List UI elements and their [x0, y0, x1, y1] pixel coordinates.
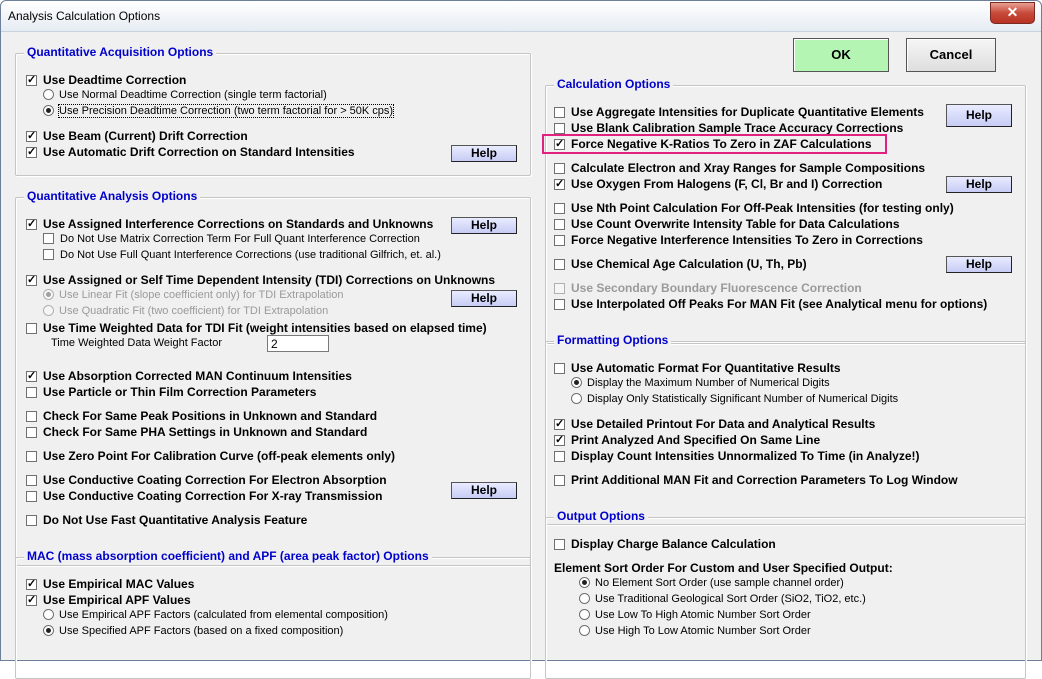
same-peak-checkbox[interactable]: Check For Same Peak Positions in Unknown and Standard [26, 409, 377, 423]
group-title: Calculation Options [554, 77, 673, 91]
charge-balance-checkbox[interactable]: Display Charge Balance Calculation [554, 537, 776, 551]
checkbox-box[interactable] [554, 163, 565, 174]
checkbox-box[interactable] [26, 579, 37, 590]
group-title: Quantitative Analysis Options [24, 189, 200, 203]
ok-button[interactable]: OK [793, 38, 889, 72]
beam-drift-checkbox[interactable]: ✓Use Beam (Current) Drift Correction [26, 129, 248, 143]
group-title: Quantitative Acquisition Options [24, 45, 216, 59]
calculation-group [545, 77, 1026, 344]
acq-help-button[interactable]: Help [451, 145, 517, 162]
checkbox-box[interactable] [554, 539, 565, 550]
radio-circle[interactable] [43, 305, 54, 316]
tdi-help-button[interactable]: Help [451, 290, 517, 307]
checkbox-box[interactable] [26, 451, 37, 462]
secondary-fluorescence-checkbox[interactable]: Use Secondary Boundary Fluorescence Correction [554, 281, 862, 295]
auto-format-checkbox[interactable]: Use Automatic Format For Quantitative Results [554, 361, 841, 375]
analyzed-specified-checkbox[interactable]: ✓Print Analyzed And Specified On Same Line [554, 433, 820, 447]
radio-circle[interactable] [579, 609, 590, 620]
radio-circle[interactable] [43, 625, 54, 636]
checkbox-box[interactable] [554, 107, 565, 118]
checkbox-box[interactable] [554, 283, 565, 294]
nth-point-checkbox[interactable]: Use Nth Point Calculation For Off-Peak Intensities (for testing only) [554, 201, 954, 215]
checkbox-box[interactable] [554, 363, 565, 374]
close-button[interactable]: ✕ [990, 2, 1035, 24]
checkbox-box[interactable] [26, 131, 37, 142]
force-negative-k-checkbox[interactable]: ✓Force Negative K-Ratios To Zero in ZAF Calculations [554, 137, 872, 151]
quadratic-fit-radio[interactable]: Use Quadratic Fit (two coefficient) for TDI Extrapolation [43, 305, 328, 319]
checkbox-box[interactable] [26, 411, 37, 422]
radio-circle[interactable] [43, 89, 54, 100]
group-title: Formatting Options [554, 333, 671, 347]
particle-checkbox[interactable]: Use Particle or Thin Film Correction Parameters [26, 385, 316, 399]
coating-electron-checkbox[interactable]: Use Conductive Coating Correction For Electron Absorption [26, 473, 387, 487]
checkbox-box[interactable] [554, 451, 565, 462]
checkbox-box[interactable] [554, 419, 565, 430]
checkbox-box[interactable] [43, 249, 54, 260]
blank-calibration-checkbox[interactable]: Use Blank Calibration Sample Trace Accuracy Corrections [554, 121, 903, 135]
same-pha-checkbox[interactable]: Check For Same PHA Settings in Unknown and Standard [26, 425, 367, 439]
radio-circle[interactable] [43, 609, 54, 620]
tdi-checkbox[interactable]: ✓Use Assigned or Self Time Dependent Intensity (TDI) Corrections on Unknowns [26, 273, 495, 287]
checkbox-box[interactable] [26, 515, 37, 526]
no-matrix-term-checkbox[interactable]: Do Not Use Matrix Correction Term For Full Quant Interference Correction [43, 233, 420, 247]
formatting-group [545, 333, 1026, 525]
checkbox-box[interactable] [26, 219, 37, 230]
no-full-quant-checkbox[interactable]: Do Not Use Full Quant Interference Corrections (use traditional Gilfrich, et. al.) [43, 249, 441, 263]
cancel-button[interactable]: Cancel [906, 38, 996, 72]
normal-deadtime-radio[interactable]: Use Normal Deadtime Correction (single term factorial) [43, 89, 327, 103]
checkbox-box[interactable] [43, 233, 54, 244]
time-weighted-checkbox[interactable]: Use Time Weighted Data for TDI Fit (weight intensities based on elapsed time) [26, 321, 487, 335]
linear-fit-radio[interactable]: Use Linear Fit (slope coefficient only) for TDI Extrapolation [43, 289, 344, 303]
electron-ranges-checkbox[interactable]: Calculate Electron and Xray Ranges for Sample Compositions [554, 161, 925, 175]
aggregate-checkbox[interactable]: Use Aggregate Intensities for Duplicate Quantitative Elements [554, 105, 924, 119]
significant-digits-radio[interactable]: Display Only Statistically Significant Number of Numerical Digits [571, 393, 898, 407]
checkbox-box[interactable] [26, 387, 37, 398]
checkbox-box[interactable] [554, 235, 565, 246]
sort-geological-radio[interactable]: Use Traditional Geological Sort Order (SiO2, TiO2, etc.) [579, 593, 866, 607]
force-negative-interference-checkbox[interactable]: Force Negative Interference Intensities To Zero in Corrections [554, 233, 923, 247]
checkbox-box[interactable] [26, 275, 37, 286]
checkbox-box[interactable] [26, 475, 37, 486]
sort-high-low-radio[interactable]: Use High To Low Atomic Number Sort Order [579, 625, 811, 639]
dialog-body [2, 32, 1040, 660]
sort-order-label: Element Sort Order For Custom and User Specified Output: [554, 561, 893, 575]
group-title: Output Options [554, 509, 648, 523]
print-man-checkbox[interactable]: Print Additional MAN Fit and Correction Parameters To Log Window [554, 473, 958, 487]
sort-low-high-radio[interactable]: Use Low To High Atomic Number Sort Order [579, 609, 811, 623]
title-bar [1, 1, 1041, 32]
radio-circle[interactable] [571, 377, 582, 388]
count-overwrite-checkbox[interactable]: Use Count Overwrite Intensity Table for Data Calculations [554, 217, 900, 231]
window-title: Analysis Calculation Options [8, 9, 161, 23]
checkbox-box[interactable] [554, 179, 565, 190]
no-fast-checkbox[interactable]: Do Not Use Fast Quantitative Analysis Feature [26, 513, 307, 527]
empirical-apf-checkbox[interactable]: ✓Use Empirical APF Values [26, 593, 191, 607]
radio-circle[interactable] [571, 393, 582, 404]
sort-none-radio[interactable]: No Element Sort Order (use sample channel order) [579, 577, 844, 591]
checkbox-box[interactable] [554, 203, 565, 214]
checkbox-box[interactable] [26, 323, 37, 334]
checkbox-box[interactable] [554, 219, 565, 230]
checkbox-box[interactable] [26, 75, 37, 86]
radio-circle[interactable] [579, 593, 590, 604]
checkbox-box[interactable] [554, 259, 565, 270]
auto-drift-checkbox[interactable]: ✓Use Automatic Drift Correction on Standard Intensities [26, 145, 355, 159]
checkbox-box[interactable] [554, 299, 565, 310]
max-digits-radio[interactable]: Display the Maximum Number of Numerical Digits [571, 377, 830, 391]
precision-deadtime-radio[interactable]: Use Precision Deadtime Correction (two term factorial for > 50K cps) [43, 105, 393, 119]
absorption-man-checkbox[interactable]: ✓Use Absorption Corrected MAN Continuum Intensities [26, 369, 352, 383]
count-unnormalized-checkbox[interactable]: Display Count Intensities Unnormalized To Time (in Analyze!) [554, 449, 920, 463]
checkbox-box[interactable] [26, 491, 37, 502]
apf-calculated-radio[interactable]: Use Empirical APF Factors (calculated from elemental composition) [43, 609, 388, 623]
checkbox-box[interactable] [554, 475, 565, 486]
checkbox-box[interactable] [26, 147, 37, 158]
radio-circle[interactable] [579, 577, 590, 588]
checkbox-box[interactable] [554, 435, 565, 446]
chemical-age-help-button[interactable]: Help [946, 256, 1012, 273]
checkbox-box[interactable] [26, 371, 37, 382]
radio-circle[interactable] [43, 105, 54, 116]
checkbox-box[interactable] [554, 139, 565, 150]
apf-specified-radio[interactable]: Use Specified APF Factors (based on a fixed composition) [43, 625, 343, 639]
aggregate-help-button[interactable]: Help [946, 104, 1012, 127]
coating-xray-checkbox[interactable]: Use Conductive Coating Correction For X-ray Transmission [26, 489, 382, 503]
detailed-printout-checkbox[interactable]: ✓Use Detailed Printout For Data and Analytical Results [554, 417, 875, 431]
chemical-age-checkbox[interactable]: Use Chemical Age Calculation (U, Th, Pb) [554, 257, 807, 271]
oxygen-help-button[interactable]: Help [946, 176, 1012, 193]
quant-analysis-group [15, 189, 531, 566]
interpolated-off-peaks-checkbox[interactable]: Use Interpolated Off Peaks For MAN Fit (see Analytical menu for options) [554, 297, 987, 311]
weight-factor-label: Time Weighted Data Weight Factor [51, 337, 222, 349]
output-group [545, 509, 1026, 679]
use-deadtime-checkbox[interactable]: ✓Use Deadtime Correction [26, 73, 186, 87]
quant-acquisition-group [15, 45, 531, 176]
assigned-interference-checkbox[interactable]: ✓Use Assigned Interference Corrections on Standards and Unknowns [26, 217, 433, 231]
checkbox-box[interactable] [554, 123, 565, 134]
checkbox-box[interactable] [26, 427, 37, 438]
group-title: MAC (mass absorption coefficient) and APF (area peak factor) Options [24, 549, 432, 563]
interference-help-button[interactable]: Help [451, 217, 517, 234]
checkbox-box[interactable] [26, 595, 37, 606]
coating-help-button[interactable]: Help [451, 482, 517, 499]
oxygen-halogens-checkbox[interactable]: ✓Use Oxygen From Halogens (F, Cl, Br and I) Correction [554, 177, 882, 191]
zero-point-checkbox[interactable]: Use Zero Point For Calibration Curve (off-peak elements only) [26, 449, 395, 463]
weight-factor-input[interactable]: 2 [267, 335, 329, 352]
radio-circle[interactable] [43, 289, 54, 300]
radio-circle[interactable] [579, 625, 590, 636]
empirical-mac-checkbox[interactable]: ✓Use Empirical MAC Values [26, 577, 194, 591]
